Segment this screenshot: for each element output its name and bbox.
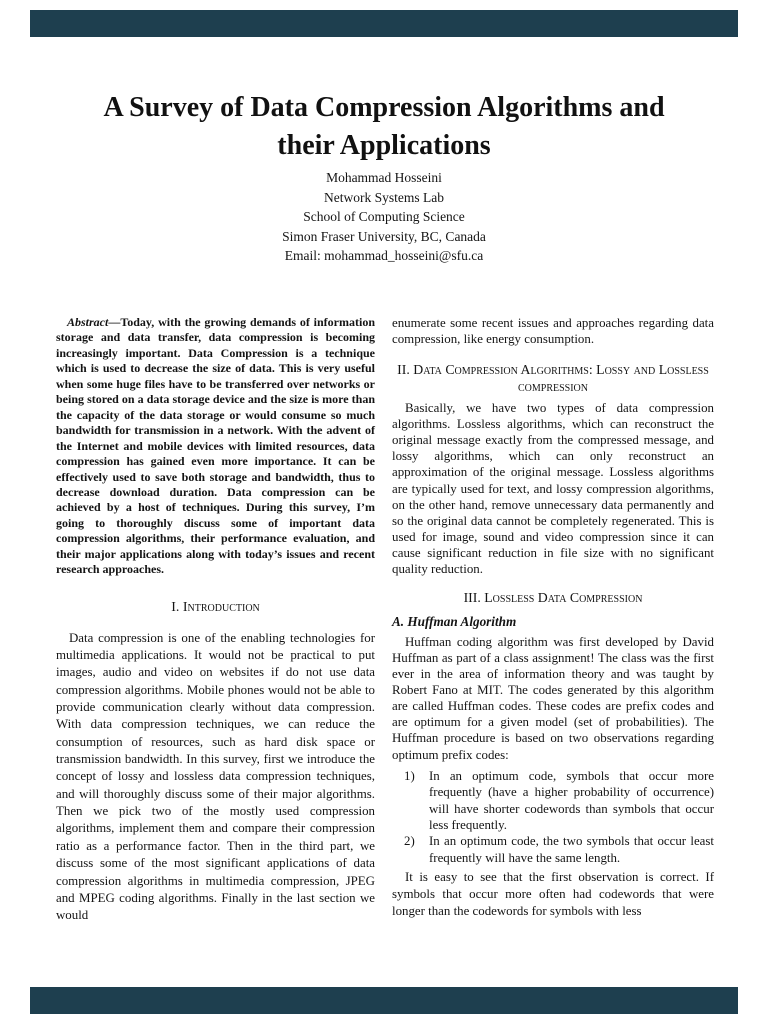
section-heading-lossless-compression: III. Lossless Data Compression xyxy=(463,589,643,605)
right-column xyxy=(392,315,714,920)
abstract-paragraph xyxy=(56,315,375,578)
author-lab: Network Systems Lab xyxy=(324,189,444,205)
section2-paragraph: Basically, we have two types of data compression algorithms. Lossless algorithms, which can reconstruct the original message exactly from the compressed message, and lossy algorithms, which can only reconstruct an approximation of the original message. Lossless algorithms are typically used for text, and lossy compression algorithms, on the other hand, remove unnecessary data permanently and so the original data cannot be completely regenerated. This is used for image, sound and video compression since it can cause significant reduction in file size with no significant quality reduction. xyxy=(392,400,714,577)
author-university: Simon Fraser University, BC, Canada xyxy=(282,228,486,244)
paper-title: A Survey of Data Compression Algorithms and their Applications xyxy=(103,91,665,161)
list-item-number: 2) xyxy=(404,834,415,849)
page-separator-bar-top xyxy=(30,10,738,37)
list-item-text: In an optimum code, the two symbols that occur least frequently will have the same length. xyxy=(429,834,714,865)
list-item-number: 1) xyxy=(404,768,415,783)
list-item-text: In an optimum code, symbols that occur more frequently (have a higher probability of occurrence) will have shorter codewords than symbols that occur less frequently. xyxy=(429,768,714,832)
introduction-continuation-paragraph: enumerate some recent issues and approaches regarding data compression, like energy consumption. xyxy=(392,316,714,347)
author-school: School of Computing Science xyxy=(303,209,465,224)
author-email: Email: mohammad_hosseini@sfu.ca xyxy=(284,248,484,263)
page-separator-bar-bottom xyxy=(30,987,738,1014)
section-heading-compression-algorithms: II. Data Compression Algorithms: Lossy and Lossless compression xyxy=(397,361,709,395)
subsection-heading-huffman: A. Huffman Algorithm xyxy=(392,613,517,629)
author-name: Mohammad Hosseini xyxy=(326,170,442,185)
list-item xyxy=(404,768,714,834)
section-heading-introduction: I. Introduction xyxy=(171,599,260,615)
author-block xyxy=(0,168,768,266)
abstract-label: Abstract xyxy=(67,315,109,329)
observations-list xyxy=(392,768,714,866)
abstract-text: —Today, with the growing demands of information storage and data transfer, data compression is becoming increasingly important. Data Compression is a technique which is used to decrease the size of data. This is very useful when some huge files have to be transferred over networks or being stored on a data storage device and the size is more than the capacity of the data storage or would consume so much bandwidth for transmission in a network. With the advent of the Internet and mobile devices with limited resources, data compression has gained even more importance. It can be effectively used to save both storage and bandwidth, thus to decrease download duration. Data compression can be achieved by a host of techniques. During this survey, I’m going to thoroughly discuss some of important data compression algorithms, their performance evaluation, and their major applications along with today’s issues and recent research approaches. xyxy=(56,315,375,577)
introduction-paragraph: Data compression is one of the enabling technologies for multimedia applications. It would not be practical to put images, audio and video on websites if do not use data compression algorithms. Mobile phones would not be able to provide communication clearly without data compression. With data compression techniques, we can reduce the consumption of resources, such as hard disk space or transmission bandwidth. In this survey, first we introduce the concept of lossy and lossless data compression techniques, and will thoroughly discuss some of their major algorithms. Then we pick two of the mostly used compression algorithms, implement them and compare their compression ratio as a performance factor. Then in the third part, we discuss some of the most significant applications of data compression algorithms in multimedia compression, JPEG and MPEG coding algorithms. Finally in the last section we would xyxy=(56,630,375,923)
closing-paragraph: It is easy to see that the first observation is correct. If symbols that occur more often had codewords that were longer than the codewords for symbols with less xyxy=(392,870,714,918)
huffman-paragraph: Huffman coding algorithm was first developed by David Huffman as part of a class assignment! The class was the first ever in the area of information theory and was taught by Robert Fano at MIT. The codes generated by this algorithm are called Huffman codes. These codes are prefix codes and are optimum for a given model (set of probabilities). The Huffman procedure is based on two observations regarding optimum prefix codes: xyxy=(392,634,714,762)
list-item xyxy=(404,833,714,866)
left-column xyxy=(56,315,375,925)
